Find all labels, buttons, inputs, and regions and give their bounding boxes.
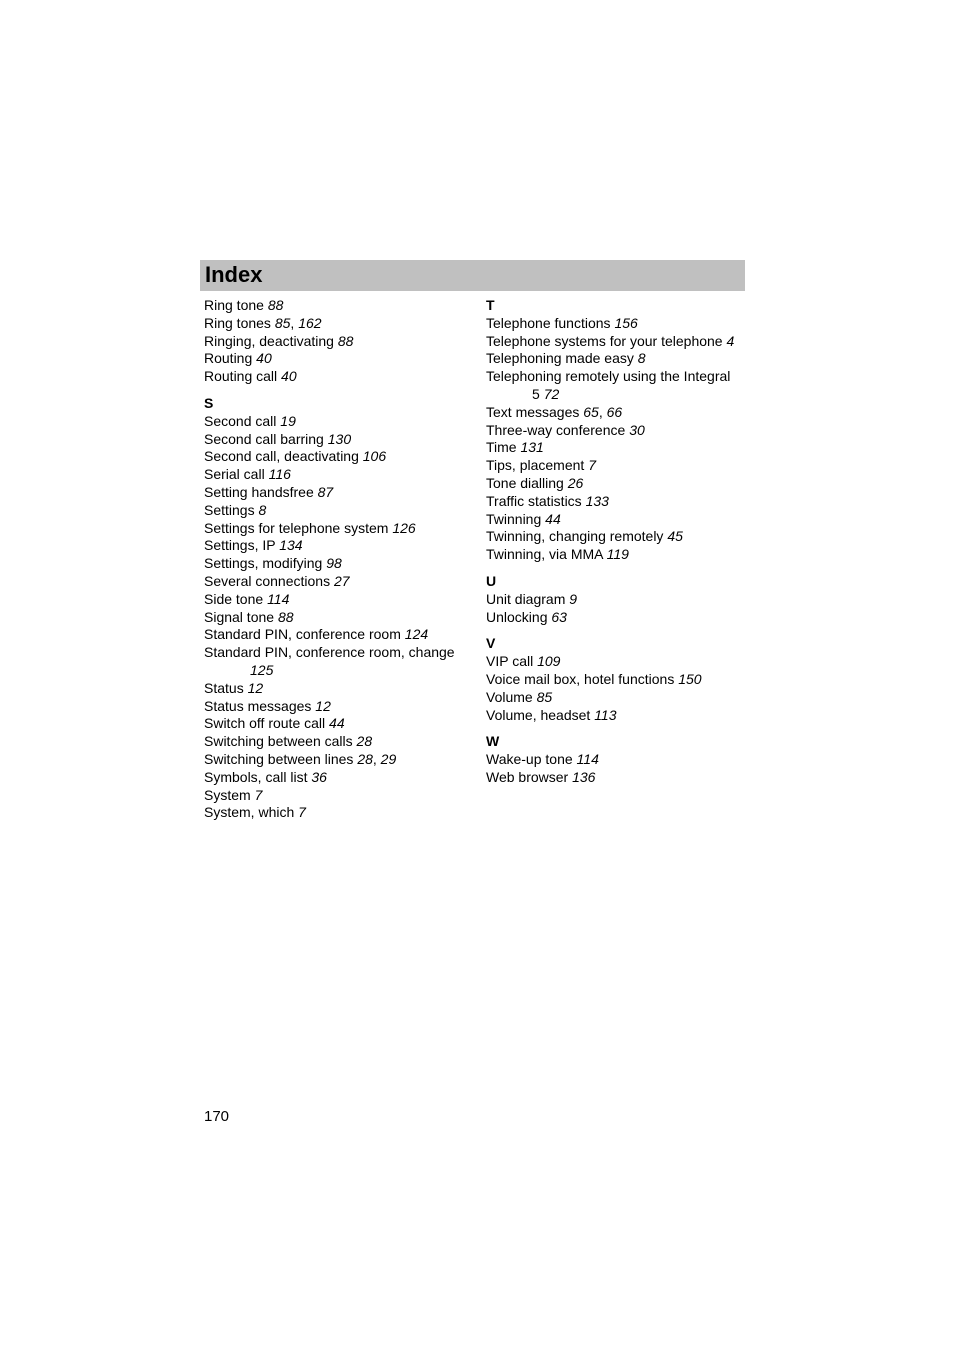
index-term: Twinning, changing remotely xyxy=(486,528,664,545)
index-term-continuation: 5 xyxy=(532,385,540,402)
index-page-ref: 126 xyxy=(392,519,416,536)
index-page-ref: 40 xyxy=(281,368,297,385)
index-page-ref: 88 xyxy=(267,297,284,313)
index-entry xyxy=(204,591,469,609)
index-term: VIP call xyxy=(486,653,534,670)
index-term: Wake-up tone xyxy=(486,751,573,768)
index-page-ref: 113 xyxy=(594,706,617,723)
index-page-ref: 124 xyxy=(404,626,429,643)
index-page-ref: 133 xyxy=(585,492,609,509)
index-page-ref: 63 xyxy=(551,608,567,625)
index-term: Volume, headset xyxy=(486,706,591,723)
index-term: Ringing, deactivating xyxy=(204,332,334,349)
index-entry xyxy=(204,573,469,591)
index-entry xyxy=(486,350,748,368)
index-entry xyxy=(204,644,469,662)
index-term: Web browser xyxy=(486,768,569,785)
index-term: Ring tone xyxy=(204,297,264,313)
index-term: Telephone functions xyxy=(486,314,611,331)
index-entry xyxy=(486,439,748,457)
index-entry xyxy=(204,769,469,787)
index-term: Unit diagram xyxy=(486,590,566,607)
index-term: Settings, modifying xyxy=(204,555,323,572)
index-letter-group xyxy=(204,297,469,386)
index-term: Telephoning made easy xyxy=(486,350,634,367)
index-letter-heading: T xyxy=(486,297,495,313)
index-entry xyxy=(486,457,748,475)
index-page-ref: 119 xyxy=(606,546,629,563)
index-entry-continuation xyxy=(204,662,469,680)
index-page-ref: 28 xyxy=(357,750,373,767)
index-term: Second call xyxy=(204,412,277,429)
index-letter-group xyxy=(486,635,748,724)
index-page-ref: 136 xyxy=(572,768,596,785)
index-page-ref: 27 xyxy=(333,572,350,589)
index-term: Standard PIN, conference room xyxy=(204,626,401,643)
index-letter-group xyxy=(204,395,469,822)
index-column-right xyxy=(486,297,748,787)
index-entry xyxy=(486,769,748,787)
index-page-ref: 44 xyxy=(545,510,561,527)
index-term: Switching between calls xyxy=(204,733,353,750)
index-entry xyxy=(486,493,748,511)
index-term: Volume xyxy=(486,688,533,705)
index-entry: Text messages 65, 66 xyxy=(486,403,623,420)
index-term: Routing call xyxy=(204,368,278,385)
index-term: Unlocking xyxy=(486,608,548,625)
index-page-ref: 66 xyxy=(606,403,623,420)
index-page-ref: 134 xyxy=(279,537,303,554)
index-page-ref: 29 xyxy=(380,750,397,767)
index-letter-group xyxy=(486,733,748,786)
index-entry xyxy=(204,733,469,751)
index-term: Settings for telephone system xyxy=(204,519,389,536)
index-page-ref: 12 xyxy=(247,679,264,696)
index-entry xyxy=(486,422,748,440)
index-term: Switch off route call xyxy=(204,715,326,732)
index-entry xyxy=(204,609,469,627)
index-term: Several connections xyxy=(204,572,331,589)
index-entry xyxy=(204,484,469,502)
index-entry xyxy=(204,333,469,351)
index-page-ref: 7 xyxy=(298,804,306,821)
index-entry xyxy=(204,502,469,520)
index-page-ref: 87 xyxy=(317,483,334,500)
index-entry xyxy=(486,689,748,707)
index-entry xyxy=(204,804,469,822)
index-entry xyxy=(486,751,748,769)
index-page-ref: 85 xyxy=(274,314,291,331)
index-entry xyxy=(204,715,469,733)
index-page-ref: 7 xyxy=(254,786,263,803)
index-page-ref: 125 xyxy=(250,661,274,678)
index-page-ref: 88 xyxy=(277,608,294,625)
index-page-ref: 162 xyxy=(298,314,322,331)
index-entry: Switching between lines 28, 29 xyxy=(204,750,397,767)
index-entry xyxy=(204,555,469,573)
index-page-ref: 40 xyxy=(256,350,272,367)
index-page-ref: 98 xyxy=(326,555,342,572)
index-term: System xyxy=(204,786,251,803)
index-page-ref: 114 xyxy=(267,590,290,607)
index-column-left xyxy=(204,297,469,822)
index-term: Switching between lines xyxy=(204,750,354,767)
index-page-ref: 65 xyxy=(583,403,599,420)
index-page-ref: 131 xyxy=(520,439,544,456)
index-page-ref: 26 xyxy=(567,474,584,491)
index-page-ref: 150 xyxy=(678,670,702,687)
index-entry xyxy=(486,707,748,725)
index-page-ref: 28 xyxy=(356,733,373,750)
index-entry xyxy=(486,333,748,351)
index-entry xyxy=(486,653,748,671)
index-entry xyxy=(486,475,748,493)
index-entry xyxy=(204,350,469,368)
index-term: Serial call xyxy=(204,466,265,483)
index-entry xyxy=(204,537,469,555)
index-page-ref: 7 xyxy=(588,457,596,474)
index-term: Traffic statistics xyxy=(486,492,582,509)
index-entry xyxy=(204,520,469,538)
index-page-ref: 85 xyxy=(536,688,553,705)
index-entry xyxy=(204,626,469,644)
index-term: Tips, placement xyxy=(486,457,585,474)
index-page-ref: 114 xyxy=(576,751,599,768)
index-letter-group xyxy=(486,297,748,564)
index-page-ref: 156 xyxy=(614,314,638,331)
index-entry xyxy=(486,591,748,609)
index-term: Time xyxy=(486,439,517,456)
index-letter-heading: U xyxy=(486,572,497,589)
index-letter-heading: S xyxy=(204,394,214,411)
index-entry xyxy=(204,787,469,805)
index-term: Symbols, call list xyxy=(204,768,308,785)
index-letter-heading: W xyxy=(486,733,500,750)
index-term: Telephone systems for your telephone xyxy=(486,332,723,349)
index-term: Three-way conference xyxy=(486,421,626,438)
index-term: Twinning, via MMA xyxy=(486,546,603,563)
index-page-ref: 30 xyxy=(629,421,645,438)
index-entry xyxy=(204,698,469,716)
index-term: Ring tones xyxy=(204,314,271,331)
index-page-ref: 109 xyxy=(537,653,561,670)
index-entry xyxy=(486,609,748,627)
index-entry xyxy=(204,431,469,449)
index-term: Routing xyxy=(204,350,253,367)
index-entry xyxy=(204,680,469,698)
index-page-ref: 9 xyxy=(569,590,578,607)
page-title: Index xyxy=(205,262,263,287)
index-term: Tone dialling xyxy=(486,474,564,491)
index-term: Standard PIN, conference room, change xyxy=(204,644,455,661)
index-page-ref: 36 xyxy=(311,768,327,785)
index-term: Settings xyxy=(204,501,255,518)
index-entry xyxy=(486,511,748,529)
index-term: Status messages xyxy=(204,697,312,714)
index-page-ref: 19 xyxy=(280,412,296,429)
index-term: Signal tone xyxy=(204,608,275,625)
index-letter-group xyxy=(486,573,748,626)
index-term: System, which xyxy=(204,804,295,821)
index-page-ref: 116 xyxy=(268,466,291,483)
index-entry xyxy=(204,466,469,484)
index-term: Twinning xyxy=(486,510,542,527)
index-page-ref: 44 xyxy=(329,715,345,732)
index-entry xyxy=(486,546,748,564)
index-page-ref: 45 xyxy=(667,528,683,545)
index-entry xyxy=(204,297,469,315)
index-page-ref: 8 xyxy=(258,501,267,518)
index-term: Text messages xyxy=(486,403,580,420)
page-number: 170 xyxy=(204,1108,230,1125)
index-entry xyxy=(204,368,469,386)
index-entry xyxy=(486,528,748,546)
index-term: Setting handsfree xyxy=(204,483,314,500)
index-entry xyxy=(486,368,748,386)
index-letter-heading: V xyxy=(486,635,496,652)
index-term: Side tone xyxy=(204,590,264,607)
index-title-bar xyxy=(200,260,745,291)
index-page-ref: 12 xyxy=(315,697,331,714)
index-page-ref: 130 xyxy=(327,430,352,447)
index-term: Settings, IP xyxy=(204,537,276,554)
index-page-ref: 72 xyxy=(543,385,560,402)
index-entry xyxy=(204,448,469,466)
index-term: Voice mail box, hotel functions xyxy=(486,670,675,687)
index-entry xyxy=(204,413,469,431)
index-entry xyxy=(486,671,748,689)
index-term: Status xyxy=(204,679,244,696)
index-entry: Ring tones 85, 162 xyxy=(204,314,322,331)
index-term: Second call barring xyxy=(204,430,324,447)
index-entry-continuation xyxy=(486,386,748,404)
index-page-ref: 88 xyxy=(337,332,354,349)
index-term: Second call, deactivating xyxy=(204,448,359,465)
index-term: Telephoning remotely using the Integral xyxy=(486,368,731,385)
index-page-ref: 8 xyxy=(637,350,646,367)
index-page-ref: 4 xyxy=(726,332,735,349)
index-page-ref: 106 xyxy=(362,448,387,465)
index-entry xyxy=(486,315,748,333)
